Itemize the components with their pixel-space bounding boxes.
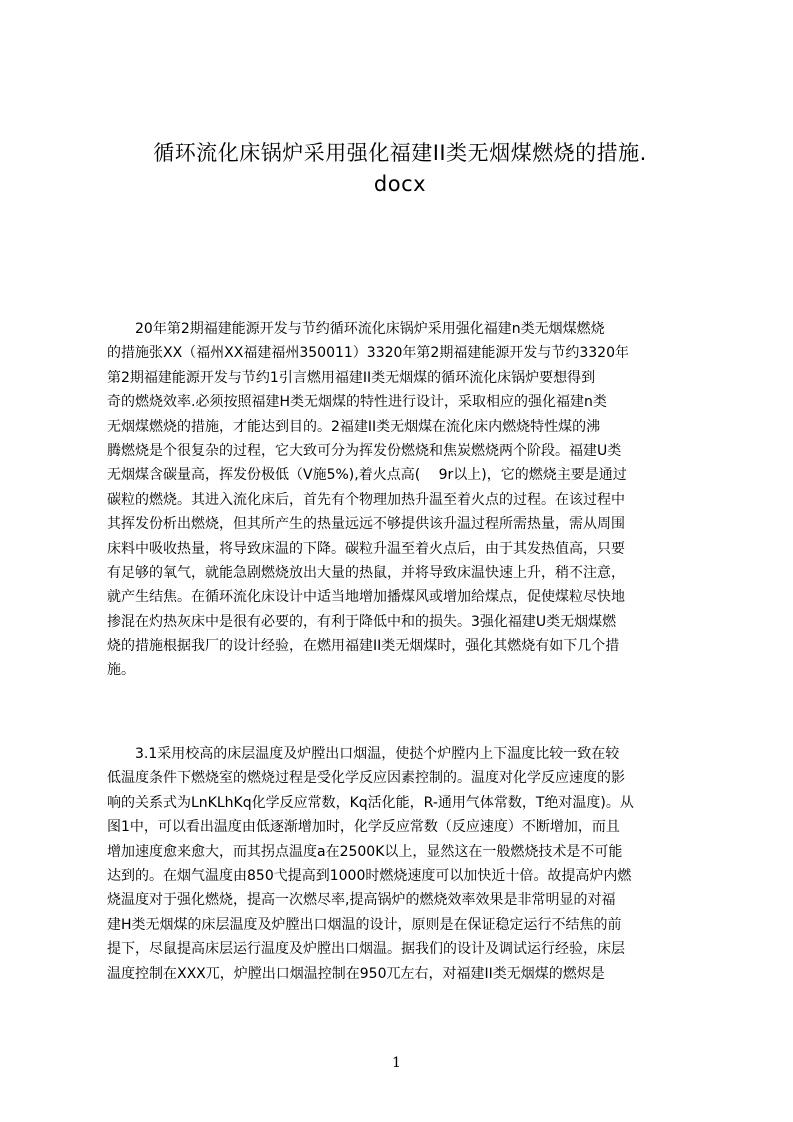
text-line: 床料中吸收热量，将导致床温的下降。碳粒升温至着火点后，由于其发热值高，只要 <box>107 540 625 557</box>
paragraph-2 <box>107 742 697 986</box>
text-line: 3.1采用校高的床层温度及炉膛出口烟温，使挞个炉膛内上下温度比较一致在较 <box>107 746 620 762</box>
text-line: 奇的燃烧效率.必须按照福建H类无烟煤的特性进行设计，采取相应的强化福建n类 <box>107 394 607 411</box>
document-title <box>100 138 700 200</box>
text-line: 温度控制在XXX兀，炉膛出口烟温控制在950兀左右，对福建II类无烟煤的燃烬是 <box>107 965 605 982</box>
text-line: 建H类无烟煤的床层温度及炉膛出口烟温的设计，原则是在保证稳定运行不结焦的前 <box>107 916 622 933</box>
paragraph-1 <box>107 317 697 683</box>
text-line: 其挥发份析出燃烧，但其所产生的热量远远不够提供该升温过程所需热量，需从周围 <box>107 516 625 533</box>
text-line: 达到的。在烟气温度由850弋提高到1000时燃烧速度可以加快近十倍。故提高炉内燃 <box>107 867 632 884</box>
text-line: 就产生结焦。在循环流化床设计中适当地增加播煤风或增加给煤点，促使煤粒尽快地 <box>107 589 625 606</box>
text-line: 的措施张XX（福州XX福建福州350011）3320年第2期福建能源开发与节约3320年 <box>107 345 629 362</box>
text-line: 无烟煤燃烧的措施，才能达到目的。2福建II类无烟煤在流化床内燃烧特性煤的沸 <box>107 418 601 435</box>
text-line: 施。 <box>107 662 135 679</box>
text-line: 低温度条件下燃烧室的燃烧过程是受化学反应因素控制的。温度对化学反应速度的影 <box>107 770 625 787</box>
text-line: 增加速度愈来愈大，而其拐点温度a在2500K以上，显然这在一般燃烧技术是不可能 <box>107 843 623 860</box>
text-line: 无烟煤含碳量高，挥发份极低（V施5%),着火点高( 9r以上)，它的燃烧主要是通过 <box>107 467 627 484</box>
text-line: 响的关系式为LnKLhKq化学反应常数，Kq活化能，R-通用气体常数，T绝对温度)。从 <box>107 794 634 811</box>
title-line-2: docx <box>373 172 427 196</box>
text-line: 第2期福建能源开发与节约1引言燃用福建II类无烟煤的循环流化床锅炉要想得到 <box>107 369 596 386</box>
text-line: 20年第2期福建能源开发与节约循环流化床锅炉采用强化福建n类无烟煤燃烧 <box>107 321 605 337</box>
page-number: 1 <box>392 1055 401 1071</box>
text-line: 图1中，可以看出温度由低逐渐增加时，化学反应常数（反应速度）不断增加，而且 <box>107 819 620 836</box>
text-line: 烧温度对于强化燃烧，提高一次燃尽率,提高锅炉的燃烧效率效果是非常明显的对福 <box>107 892 616 909</box>
text-line: 有足够的氧气，就能急剧燃烧放出大量的热鼠，并将导致床温快速上升，稍不注意， <box>107 564 625 581</box>
title-line-1: 循环流化床锅炉采用强化福建II类无烟煤燃烧的措施. <box>153 141 647 165</box>
text-line: 烧的措施根据我厂的设计经验，在燃用福建II类无烟煤时，强化其燃烧有如下几个措 <box>107 638 620 655</box>
text-line: 腾燃烧是个很复杂的过程，它大致可分为挥发份燃烧和焦炭燃烧两个阶段。福建U类 <box>107 442 622 459</box>
text-line: 掺混在灼热灰床中是很有必要的，有利于降低中和的损失。3强化福建U类无烟煤燃 <box>107 613 617 630</box>
text-line: 碳粒的燃烧。其进入流化床后，首先有个物理加热升温至着火点的过程。在该过程中 <box>107 491 625 508</box>
text-line: 提下，尽鼠提高床层运行温度及炉膛出口烟温。据我们的设计及调试运行经验，床层 <box>107 941 625 958</box>
